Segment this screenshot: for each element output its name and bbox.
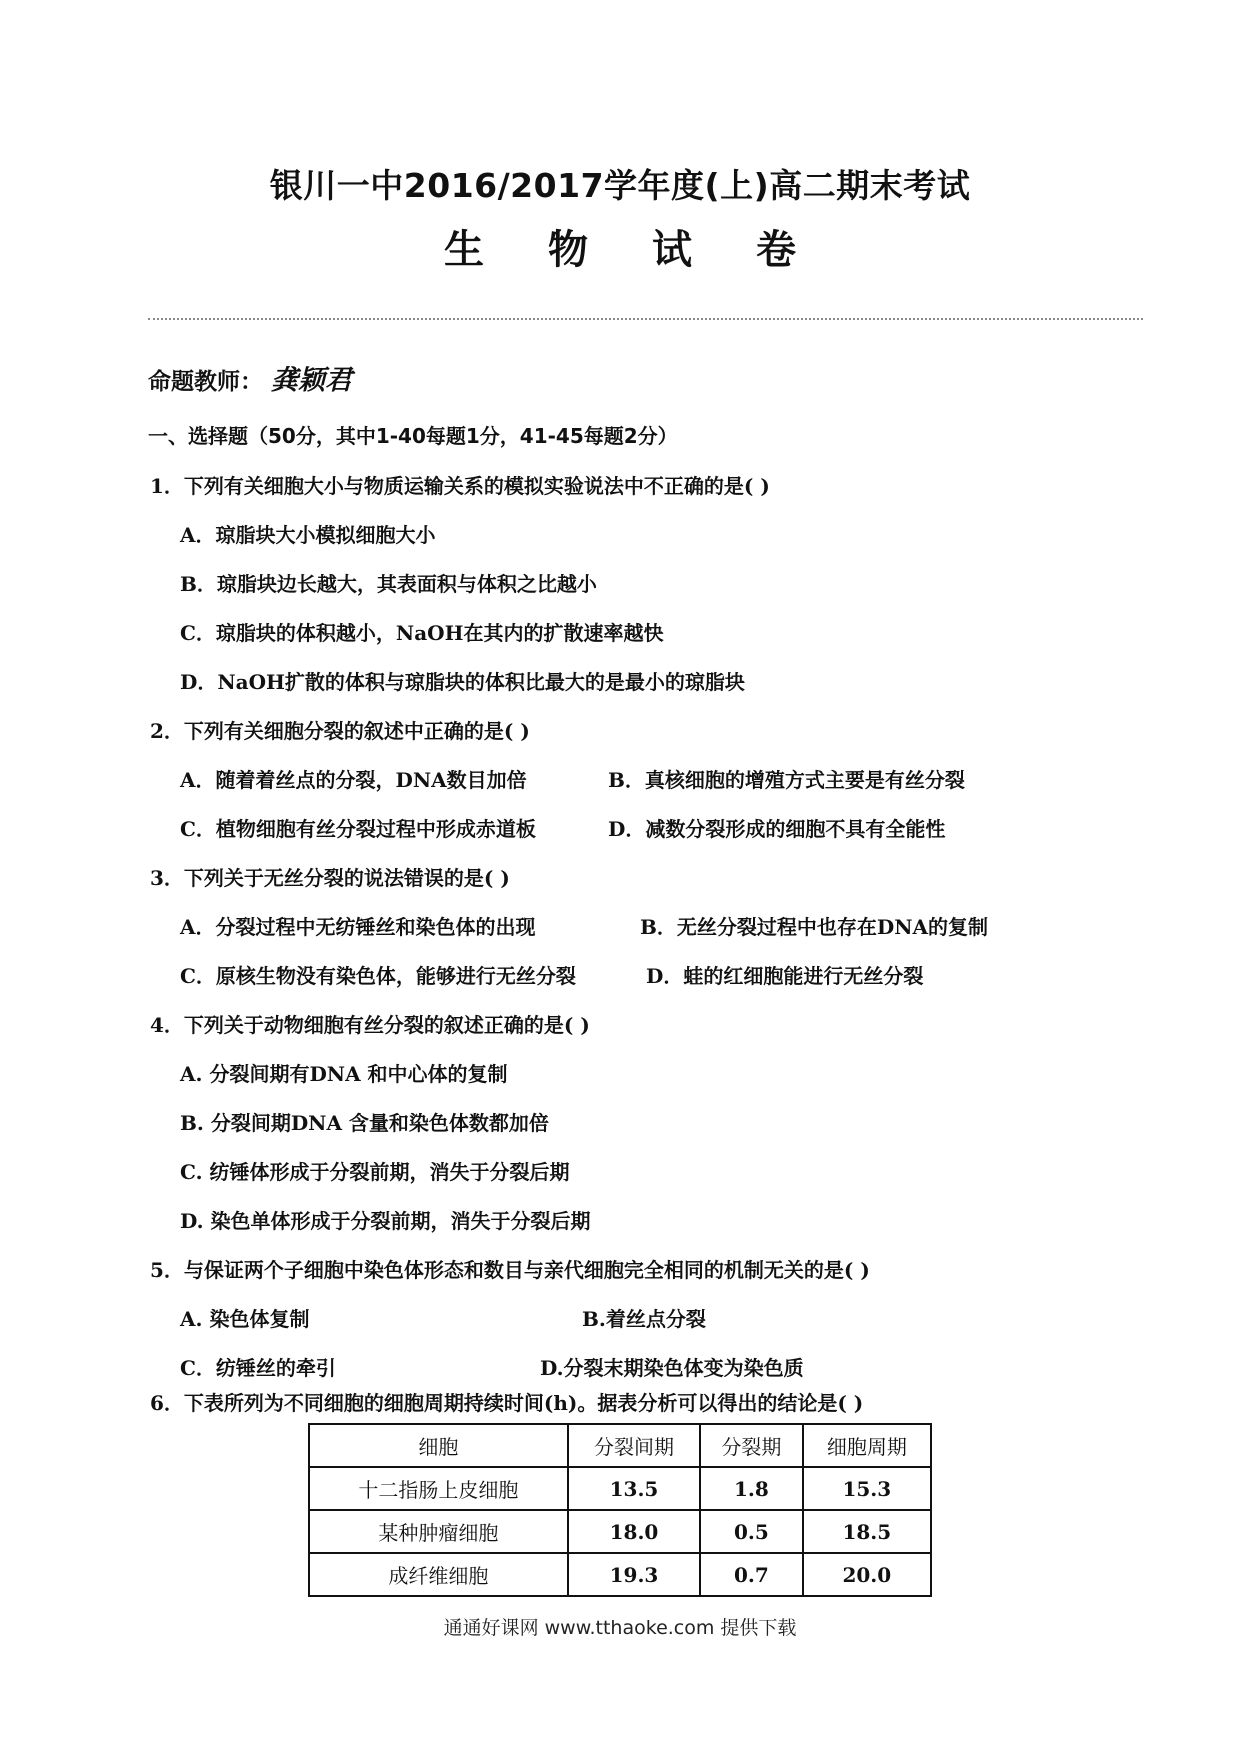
question-4-option-b: B. 分裂间期DNA 含量和染色体数都加倍 <box>180 1111 549 1135</box>
question-5-option-c: C．纺锤丝的牵引 <box>180 1356 336 1380</box>
table-cell: 0.5 <box>700 1510 803 1553</box>
question-1-option-c: C．琼脂块的体积越小，NaOH在其内的扩散速率越快 <box>180 621 664 645</box>
table-cell: 15.3 <box>803 1467 931 1510</box>
question-5-option-a: A. 染色体复制 <box>180 1307 310 1331</box>
author-label: 命题教师： <box>148 369 263 395</box>
table-header: 细胞 <box>309 1424 568 1467</box>
footer-source: 通通好课网 www.tthaoke.com 提供下载 <box>443 1617 797 1639</box>
author-name: 龚颖君 <box>271 365 352 396</box>
question-2-option-a: A．随着着丝点的分裂，DNA数目加倍 <box>180 768 527 792</box>
question-5-option-d: D.分裂末期染色体变为染色质 <box>540 1356 804 1380</box>
table-cell: 某种肿瘤细胞 <box>309 1510 568 1553</box>
question-1-option-b: B．琼脂块边长越大，其表面积与体积之比越小 <box>180 572 597 596</box>
table-row <box>309 1553 931 1596</box>
question-3-option-d: D．蛙的红细胞能进行无丝分裂 <box>646 964 924 988</box>
table-header-row <box>309 1424 931 1467</box>
table-cell: 十二指肠上皮细胞 <box>309 1467 568 1510</box>
cell-cycle-table <box>308 1423 932 1597</box>
question-2-option-d: D．减数分裂形成的细胞不具有全能性 <box>608 817 946 841</box>
question-4-option-d: D. 染色单体形成于分裂前期，消失于分裂后期 <box>180 1209 591 1233</box>
question-3-option-b: B．无丝分裂过程中也存在DNA的复制 <box>640 915 989 939</box>
question-4-stem: 4．下列关于动物细胞有丝分裂的叙述正确的是( ) <box>150 1013 590 1037</box>
table-row <box>309 1510 931 1553</box>
table-cell: 20.0 <box>803 1553 931 1596</box>
table-header: 分裂期 <box>700 1424 803 1467</box>
table-cell: 13.5 <box>568 1467 700 1510</box>
table-cell: 19.3 <box>568 1553 700 1596</box>
exam-title: 银川一中2016/2017学年度(上)高二期末考试 <box>269 166 971 205</box>
question-5-stem: 5．与保证两个子细胞中染色体形态和数目与亲代细胞完全相同的机制无关的是( ) <box>150 1258 870 1282</box>
question-2-stem: 2．下列有关细胞分裂的叙述中正确的是( ) <box>150 719 530 743</box>
question-3-option-a: A．分裂过程中无纺锤丝和染色体的出现 <box>180 915 536 939</box>
table-cell: 成纤维细胞 <box>309 1553 568 1596</box>
section-heading: 一、选择题（50分，其中1-40每题1分，41-45每题2分） <box>148 424 678 448</box>
table-row <box>309 1467 931 1510</box>
question-4-option-c: C. 纺锤体形成于分裂前期，消失于分裂后期 <box>180 1160 570 1184</box>
question-2-option-c: C．植物细胞有丝分裂过程中形成赤道板 <box>180 817 536 841</box>
table-cell: 18.5 <box>803 1510 931 1553</box>
author-line <box>148 358 352 397</box>
question-1-option-a: A．琼脂块大小模拟细胞大小 <box>180 523 436 547</box>
table-header: 分裂间期 <box>568 1424 700 1467</box>
question-3-option-c: C．原核生物没有染色体，能够进行无丝分裂 <box>180 964 576 988</box>
table-cell: 0.7 <box>700 1553 803 1596</box>
table-cell: 18.0 <box>568 1510 700 1553</box>
question-6-stem: 6．下表所列为不同细胞的细胞周期持续时间(h)。据表分析可以得出的结论是( ) <box>150 1391 864 1415</box>
question-1-stem: 1．下列有关细胞大小与物质运输关系的模拟实验说法中不正确的是( ) <box>150 474 770 498</box>
table-header: 细胞周期 <box>803 1424 931 1467</box>
dotted-divider <box>148 318 1143 320</box>
question-3-stem: 3．下列关于无丝分裂的说法错误的是( ) <box>150 866 510 890</box>
exam-subtitle: 生物试卷 <box>444 226 860 273</box>
table-cell: 1.8 <box>700 1467 803 1510</box>
question-2-option-b: B．真核细胞的增殖方式主要是有丝分裂 <box>608 768 965 792</box>
question-1-option-d: D．NaOH扩散的体积与琼脂块的体积比最大的是最小的琼脂块 <box>180 670 745 694</box>
question-5-option-b: B.着丝点分裂 <box>582 1307 706 1331</box>
question-4-option-a: A. 分裂间期有DNA 和中心体的复制 <box>180 1062 508 1086</box>
